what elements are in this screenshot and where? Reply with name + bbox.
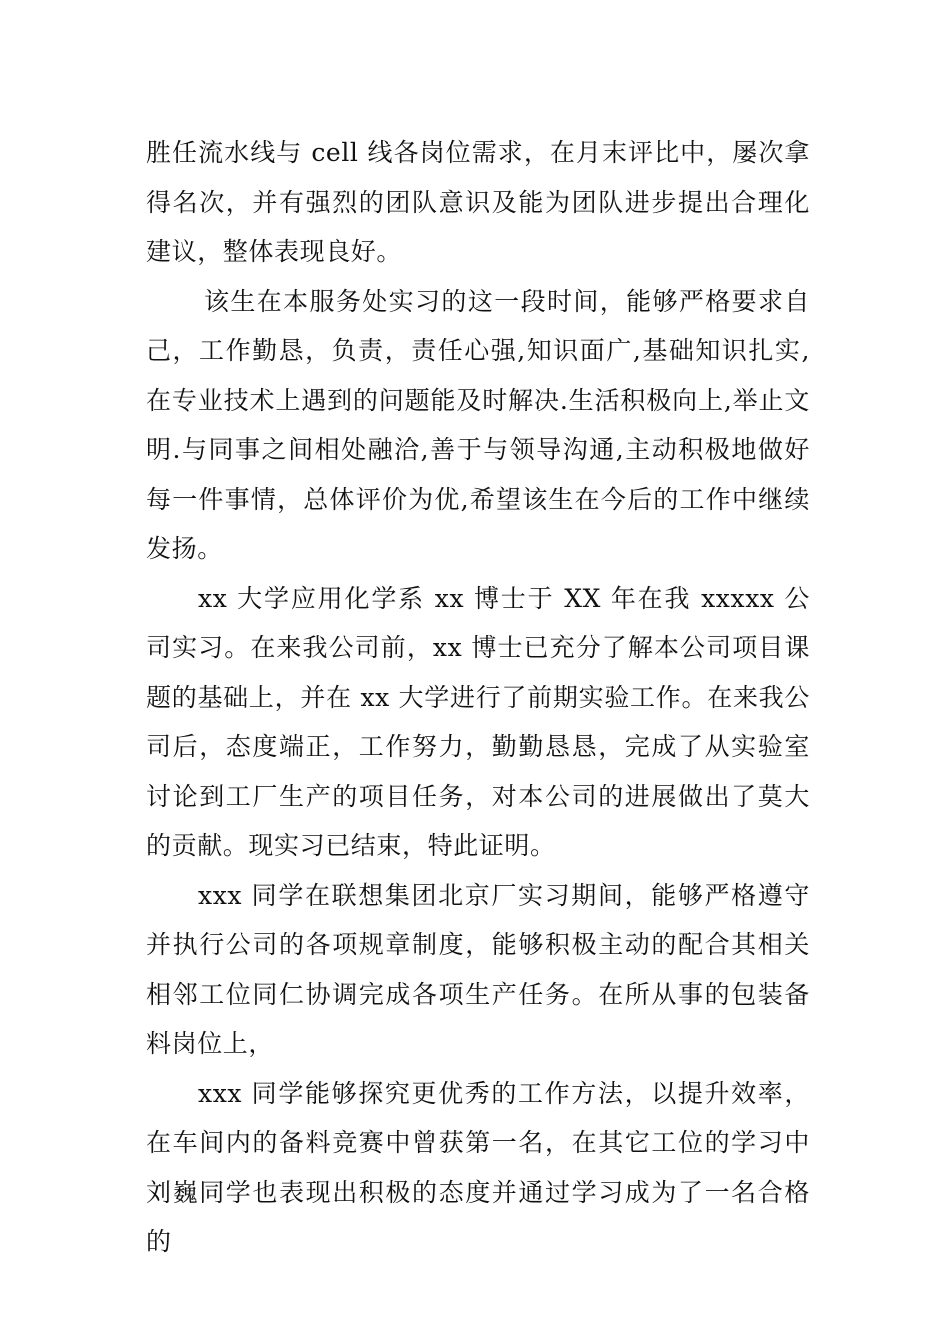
paragraph-3: xx 大学应用化学系 xx 博士于 XX 年在我 xxxxx 公司实习。在来我公司前，xx 博士已充分了解本公司项目课题的基础上，并在 xx 大学进行了前期实验工作。在来我公司后，态度端正，工作努力，勤勤恳恳，完成了从实验室讨论到工厂生产的项目任务，对本公司的进展做出了莫大的贡献。现实习已结束，特此证明。 <box>146 583 810 860</box>
paragraph-2: 该生在本服务处实习的这一段时间，能够严格要求自己，工作勤恳，负责，责任心强,知识面广,基础知识扎实,在专业技术上遇到的问题能及时解决.生活积极向上,举止文明.与同事之间相处融洽,善于与领导沟通,主动积极地做好每一件事情，总体评价为优,希望该生在今后的工作中继续发扬。 <box>146 286 810 563</box>
paragraph-5: xxx 同学能够探究更优秀的工作方法，以提升效率，在车间内的备料竞赛中曾获第一名，在其它工位的学习中刘巍同学也表现出积极的态度并通过学习成为了一名合格的 <box>146 1078 810 1256</box>
paragraph-4: xxx 同学在联想集团北京厂实习期间，能够严格遵守并执行公司的各项规章制度，能够积极主动的配合其相关相邻工位同仁协调完成各项生产任务。在所从事的包装备料岗位上， <box>146 880 810 1058</box>
paragraph-1: 胜任流水线与 cell 线各岗位需求，在月末评比中，屡次拿得名次，并有强烈的团队意识及能为团队进步提出合理化建议，整体表现良好。 <box>146 138 810 266</box>
document-body <box>146 128 810 1267</box>
